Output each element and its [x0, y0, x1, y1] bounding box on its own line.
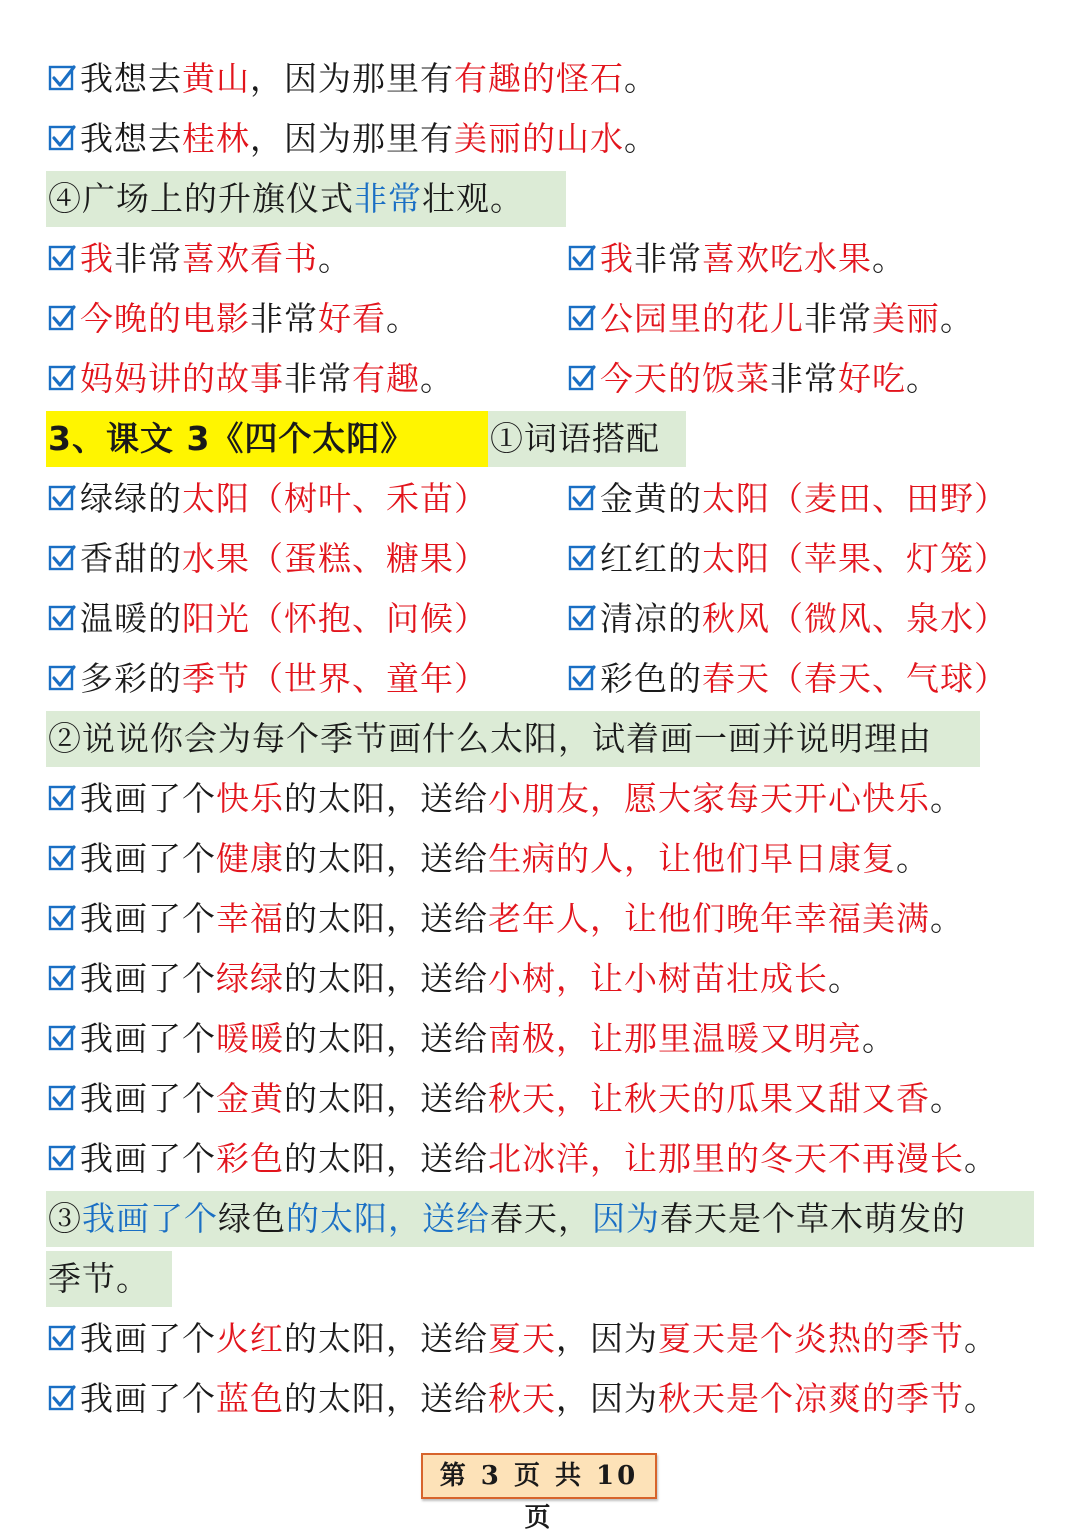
checkbox-check-icon	[48, 124, 76, 152]
punct: 。	[828, 959, 862, 998]
noun: 太阳	[702, 479, 770, 518]
punct: 。	[624, 119, 658, 158]
checkbox-check-icon	[48, 904, 76, 932]
frame-text: 因为	[592, 1199, 660, 1238]
checkbox-check-icon	[48, 484, 76, 512]
sun-sentence	[48, 772, 964, 826]
text: 我画了个	[80, 839, 216, 878]
checkbox-check-icon	[48, 844, 76, 872]
checkbox-check-icon	[48, 244, 76, 272]
text: 好看	[318, 299, 386, 338]
text: 的太阳，送给	[284, 1079, 488, 1118]
checkbox-check-icon	[568, 544, 596, 572]
adjective: 蓝色	[216, 1379, 284, 1418]
text: 香甜的	[80, 539, 182, 578]
adjective: 绿色	[218, 1199, 286, 1238]
noun: 水果	[182, 539, 250, 578]
heading-text: ④广场上的升旗仪式	[48, 179, 354, 218]
collocation-item	[48, 592, 488, 646]
punct: 。	[964, 1319, 998, 1358]
punct: 。	[420, 359, 454, 398]
text: 我想去	[80, 119, 182, 158]
keyword: 非常	[354, 179, 422, 218]
recipient: 南极，让那里温暖又明亮	[488, 1019, 862, 1058]
reason: 夏天是个炎热的季节	[658, 1319, 964, 1358]
collocation-item	[568, 592, 1008, 646]
recipient: 小朋友，愿大家每天开心快乐	[488, 779, 930, 818]
recipient: 夏天	[488, 1319, 556, 1358]
checkbox-check-icon	[48, 1384, 76, 1412]
checkbox-check-icon	[48, 1144, 76, 1172]
recipient: 老年人，让他们晚年幸福美满	[488, 899, 930, 938]
text: 红红的	[600, 539, 702, 578]
punct: 。	[872, 239, 906, 278]
keyword: 非常	[250, 299, 318, 338]
recipient: 秋天	[488, 1379, 556, 1418]
checkbox-check-icon	[568, 244, 596, 272]
noun: 太阳	[702, 539, 770, 578]
checkbox-check-icon	[48, 784, 76, 812]
text: 我画了个	[80, 959, 216, 998]
punct: 。	[930, 899, 964, 938]
place: 桂林	[182, 119, 250, 158]
text: 美丽	[872, 299, 940, 338]
text: 今晚的电影	[80, 299, 250, 338]
noun: 秋风	[702, 599, 770, 638]
sentence-item	[48, 292, 420, 346]
exercise-heading-4	[48, 172, 524, 226]
text: 的太阳，送给	[284, 899, 488, 938]
alternatives: （微风、泉水）	[770, 599, 1008, 638]
text: 多彩的	[80, 659, 182, 698]
text: 有趣	[352, 359, 420, 398]
sun-sentence	[48, 1132, 998, 1186]
heading-text: 壮观。	[422, 179, 524, 218]
recipient: 秋天，让秋天的瓜果又甜又香	[488, 1079, 930, 1118]
example-line	[48, 112, 658, 166]
text: 的太阳，送给	[284, 959, 488, 998]
text: 彩色的	[600, 659, 702, 698]
checkbox-check-icon	[48, 304, 76, 332]
text: 的太阳，送给	[284, 1139, 488, 1178]
checkbox-check-icon	[48, 64, 76, 92]
punct: 。	[896, 839, 930, 878]
text: 的太阳，送给	[284, 839, 488, 878]
page-indicator: 第 3 页 共 10 页	[421, 1453, 657, 1499]
checkbox-check-icon	[48, 604, 76, 632]
adjective: 金黄	[216, 1079, 284, 1118]
keyword: 非常	[770, 359, 838, 398]
collocation-item	[568, 472, 1008, 526]
text: 的太阳，送给	[284, 1319, 488, 1358]
sun-sentence	[48, 1072, 964, 1126]
punct: 。	[964, 1139, 998, 1178]
text: 我	[80, 239, 114, 278]
noun: 春天	[702, 659, 770, 698]
keyword: 非常	[284, 359, 352, 398]
sentence-item	[48, 352, 454, 406]
text: 好吃	[838, 359, 906, 398]
checkbox-check-icon	[48, 664, 76, 692]
alternatives: （蛋糕、糖果）	[250, 539, 488, 578]
alternatives: （世界、童年）	[250, 659, 488, 698]
alternatives: （苹果、灯笼）	[770, 539, 1008, 578]
adjective: 幸福	[216, 899, 284, 938]
punct: 。	[906, 359, 940, 398]
sun-sentence	[48, 892, 964, 946]
sentence-item	[568, 232, 906, 286]
text: 我画了个	[80, 779, 216, 818]
punct: 。	[318, 239, 352, 278]
alternatives: （树叶、禾苗）	[250, 479, 488, 518]
text: 我画了个	[80, 899, 216, 938]
text: 金黄的	[600, 479, 702, 518]
frame-text: 的太阳，送给	[286, 1199, 490, 1238]
text: 喜欢看书	[182, 239, 318, 278]
collocation-item	[568, 652, 1008, 706]
collocation-item	[48, 532, 488, 586]
checkbox-check-icon	[568, 364, 596, 392]
feature: 美丽的山水	[454, 119, 624, 158]
checkbox-check-icon	[48, 1024, 76, 1052]
sentence-item	[568, 352, 940, 406]
adjective: 绿绿	[216, 959, 284, 998]
text: 我	[600, 239, 634, 278]
checkbox-check-icon	[48, 1084, 76, 1112]
text: ，因为	[556, 1379, 658, 1418]
example-line	[48, 52, 658, 106]
punct: 。	[930, 1079, 964, 1118]
checkbox-check-icon	[48, 364, 76, 392]
punct: 。	[940, 299, 974, 338]
circled-number: ③	[48, 1199, 82, 1238]
text: 的太阳，送给	[284, 779, 488, 818]
reason-sentence	[48, 1312, 998, 1366]
checkbox-check-icon	[568, 604, 596, 632]
text: 温暖的	[80, 599, 182, 638]
adjective: 健康	[216, 839, 284, 878]
checkbox-check-icon	[568, 664, 596, 692]
text: ，因为	[556, 1319, 658, 1358]
collocation-item	[48, 472, 488, 526]
punct: 。	[930, 779, 964, 818]
collocation-item	[48, 652, 488, 706]
checkbox-check-icon	[48, 964, 76, 992]
checkbox-check-icon	[568, 304, 596, 332]
exercise-heading-3	[48, 1192, 966, 1246]
frame-text: 我画了个	[82, 1199, 218, 1238]
reason: 秋天是个凉爽的季节	[658, 1379, 964, 1418]
text: 妈妈讲的故事	[80, 359, 284, 398]
text: 今天的饭菜	[600, 359, 770, 398]
text: 我画了个	[80, 1079, 216, 1118]
punct: 。	[386, 299, 420, 338]
keyword: 非常	[114, 239, 182, 278]
text: 的太阳，送给	[284, 1019, 488, 1058]
adjective: 火红	[216, 1319, 284, 1358]
reason-sentence	[48, 1372, 998, 1426]
sentence-item	[48, 232, 352, 286]
punct: 。	[964, 1379, 998, 1418]
text: 我画了个	[80, 1379, 216, 1418]
alternatives: （怀抱、问候）	[250, 599, 488, 638]
text: 公园里的花儿	[600, 299, 804, 338]
recipient: 北冰洋，让那里的冬天不再漫长	[488, 1139, 964, 1178]
noun: 季节	[182, 659, 250, 698]
checkbox-check-icon	[568, 484, 596, 512]
sun-sentence	[48, 1012, 896, 1066]
reason: 春天是个草木萌发的	[660, 1199, 966, 1238]
text: 喜欢吃水果	[702, 239, 872, 278]
adjective: 彩色	[216, 1139, 284, 1178]
checkbox-check-icon	[48, 1324, 76, 1352]
sentence-item	[568, 292, 974, 346]
alternatives: （春天、气球）	[770, 659, 1008, 698]
alternatives: （麦田、田野）	[770, 479, 1008, 518]
feature: 有趣的怪石	[454, 59, 624, 98]
subheading: ①词语搭配	[490, 419, 660, 458]
recipient: 春天，	[490, 1199, 592, 1238]
checkbox-check-icon	[48, 544, 76, 572]
collocation-item	[568, 532, 1008, 586]
adjective: 快乐	[216, 779, 284, 818]
text: 我画了个	[80, 1319, 216, 1358]
exercise-heading-3-cont: 季节。	[48, 1259, 150, 1298]
sun-sentence	[48, 952, 862, 1006]
noun: 阳光	[182, 599, 250, 638]
place: 黄山	[182, 59, 250, 98]
section-title: 3、课文 3《四个太阳》	[48, 419, 415, 458]
text: 绿绿的	[80, 479, 182, 518]
text: 清凉的	[600, 599, 702, 638]
noun: 太阳	[182, 479, 250, 518]
text: 的太阳，送给	[284, 1379, 488, 1418]
punct: 。	[862, 1019, 896, 1058]
sun-sentence	[48, 832, 930, 886]
text: ，因为那里有	[250, 59, 454, 98]
punct: 。	[624, 59, 658, 98]
keyword: 非常	[804, 299, 872, 338]
keyword: 非常	[634, 239, 702, 278]
recipient: 生病的人，让他们早日康复	[488, 839, 896, 878]
text: 我想去	[80, 59, 182, 98]
text: 我画了个	[80, 1139, 216, 1178]
adjective: 暖暖	[216, 1019, 284, 1058]
text: ，因为那里有	[250, 119, 454, 158]
recipient: 小树，让小树苗壮成长	[488, 959, 828, 998]
exercise-heading-2: ②说说你会为每个季节画什么太阳，试着画一画并说明理由	[48, 719, 932, 758]
text: 我画了个	[80, 1019, 216, 1058]
